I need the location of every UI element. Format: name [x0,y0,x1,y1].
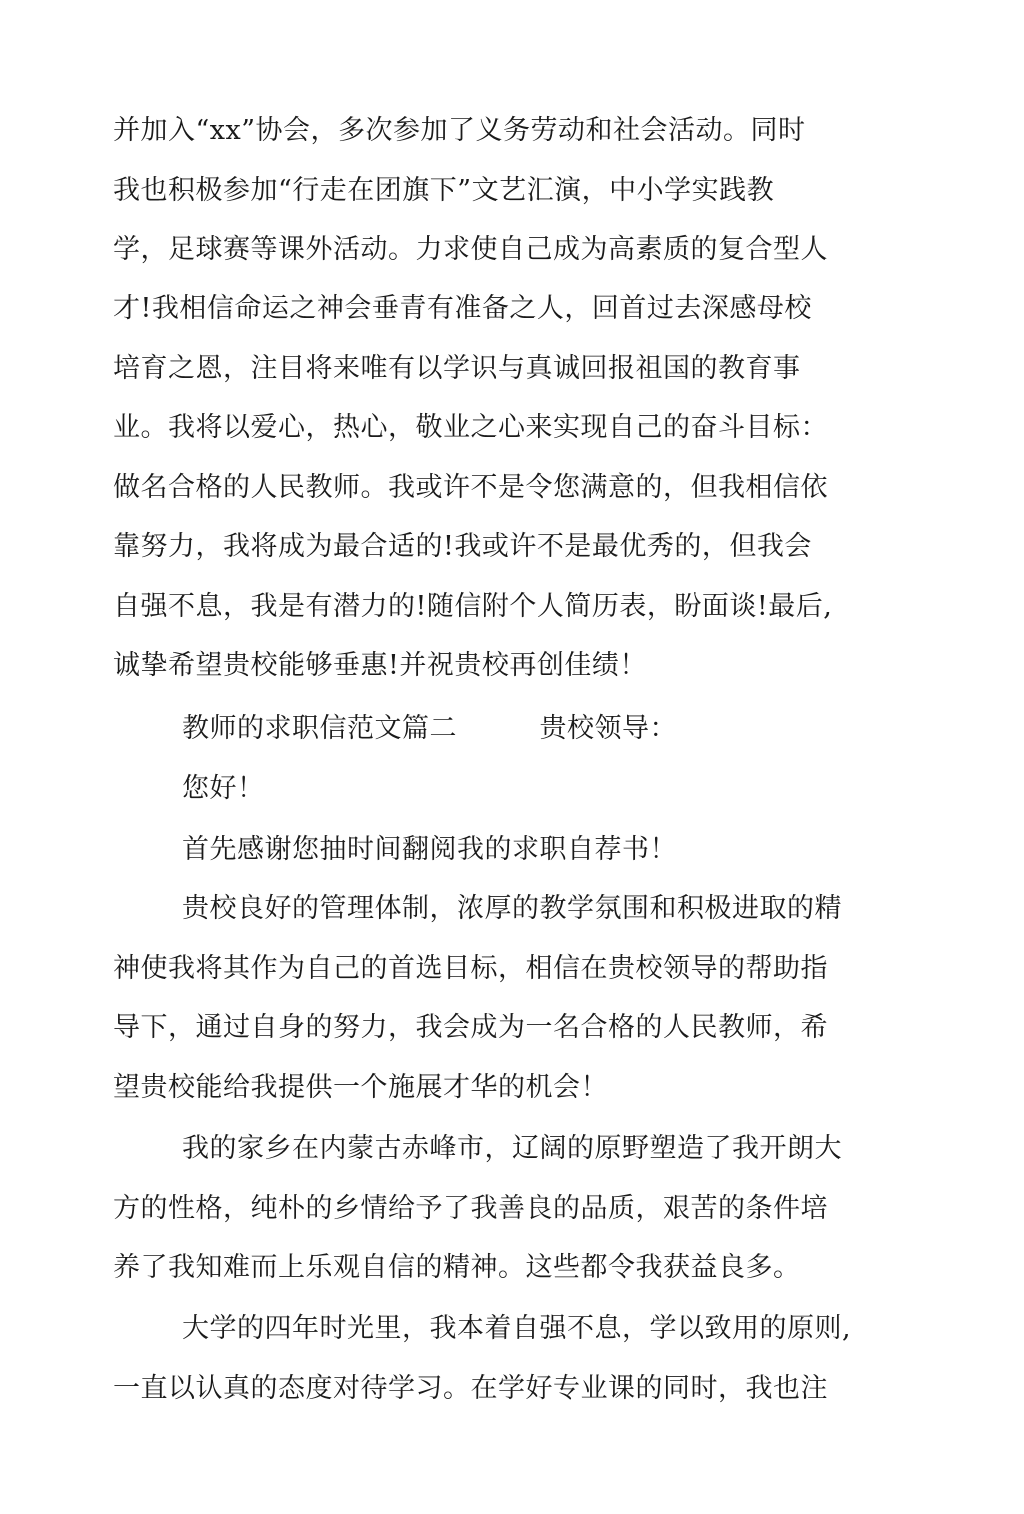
paragraph-start: 贵校良好的管理体制，浓厚的教学氛围和积极进取的精 [182,893,842,924]
text-line: 养了我知难而上乐观自信的精神。这些都令我获益良多。 [113,1252,801,1283]
text-line: 望贵校能给我提供一个施展才华的机会！ [113,1072,608,1103]
text-line: 诚挚希望贵校能够垂惠!并祝贵校再创佳绩！ [113,650,647,681]
text-line: 靠努力，我将成为最合适的!我或许不是最优秀的，但我会 [113,531,812,562]
text-line: 学，足球赛等课外活动。力求使自己成为高素质的复合型人 [113,234,828,265]
text-line: 才!我相信命运之神会垂青有准备之人，回首过去深感母校 [113,293,812,324]
text-line: 并加入“xx”协会，多次参加了义务劳动和社会活动。同时 [113,115,806,146]
section-heading: 教师的求职信范文篇二 贵校领导： [182,713,677,744]
paragraph-start: 大学的四年时光里，我本着自强不息，学以致用的原则, [182,1313,852,1344]
greeting-line: 您好！ [182,773,265,804]
paragraph-start: 我的家乡在内蒙古赤峰市，辽阔的原野塑造了我开朗大 [182,1133,842,1164]
text-line: 一直以认真的态度对待学习。在学好专业课的同时，我也注 [113,1373,828,1404]
text-line: 首先感谢您抽时间翻阅我的求职自荐书！ [182,834,677,865]
text-line: 我也积极参加“行走在团旗下”文艺汇演，中小学实践教 [113,175,775,206]
text-line: 自强不息，我是有潜力的!随信附个人简历表，盼面谈!最后, [113,591,833,622]
text-line: 培育之恩，注目将来唯有以学识与真诚回报祖国的教育事 [113,353,801,384]
text-line: 业。我将以爱心，热心，敬业之心来实现自己的奋斗目标： [113,412,828,443]
text-line: 做名合格的人民教师。我或许不是令您满意的，但我相信依 [113,472,828,503]
text-line: 导下，通过自身的努力，我会成为一名合格的人民教师，希 [113,1012,828,1043]
text-line: 方的性格，纯朴的乡情给予了我善良的品质，艰苦的条件培 [113,1193,828,1224]
text-line: 神使我将其作为自己的首选目标，相信在贵校领导的帮助指 [113,953,828,984]
